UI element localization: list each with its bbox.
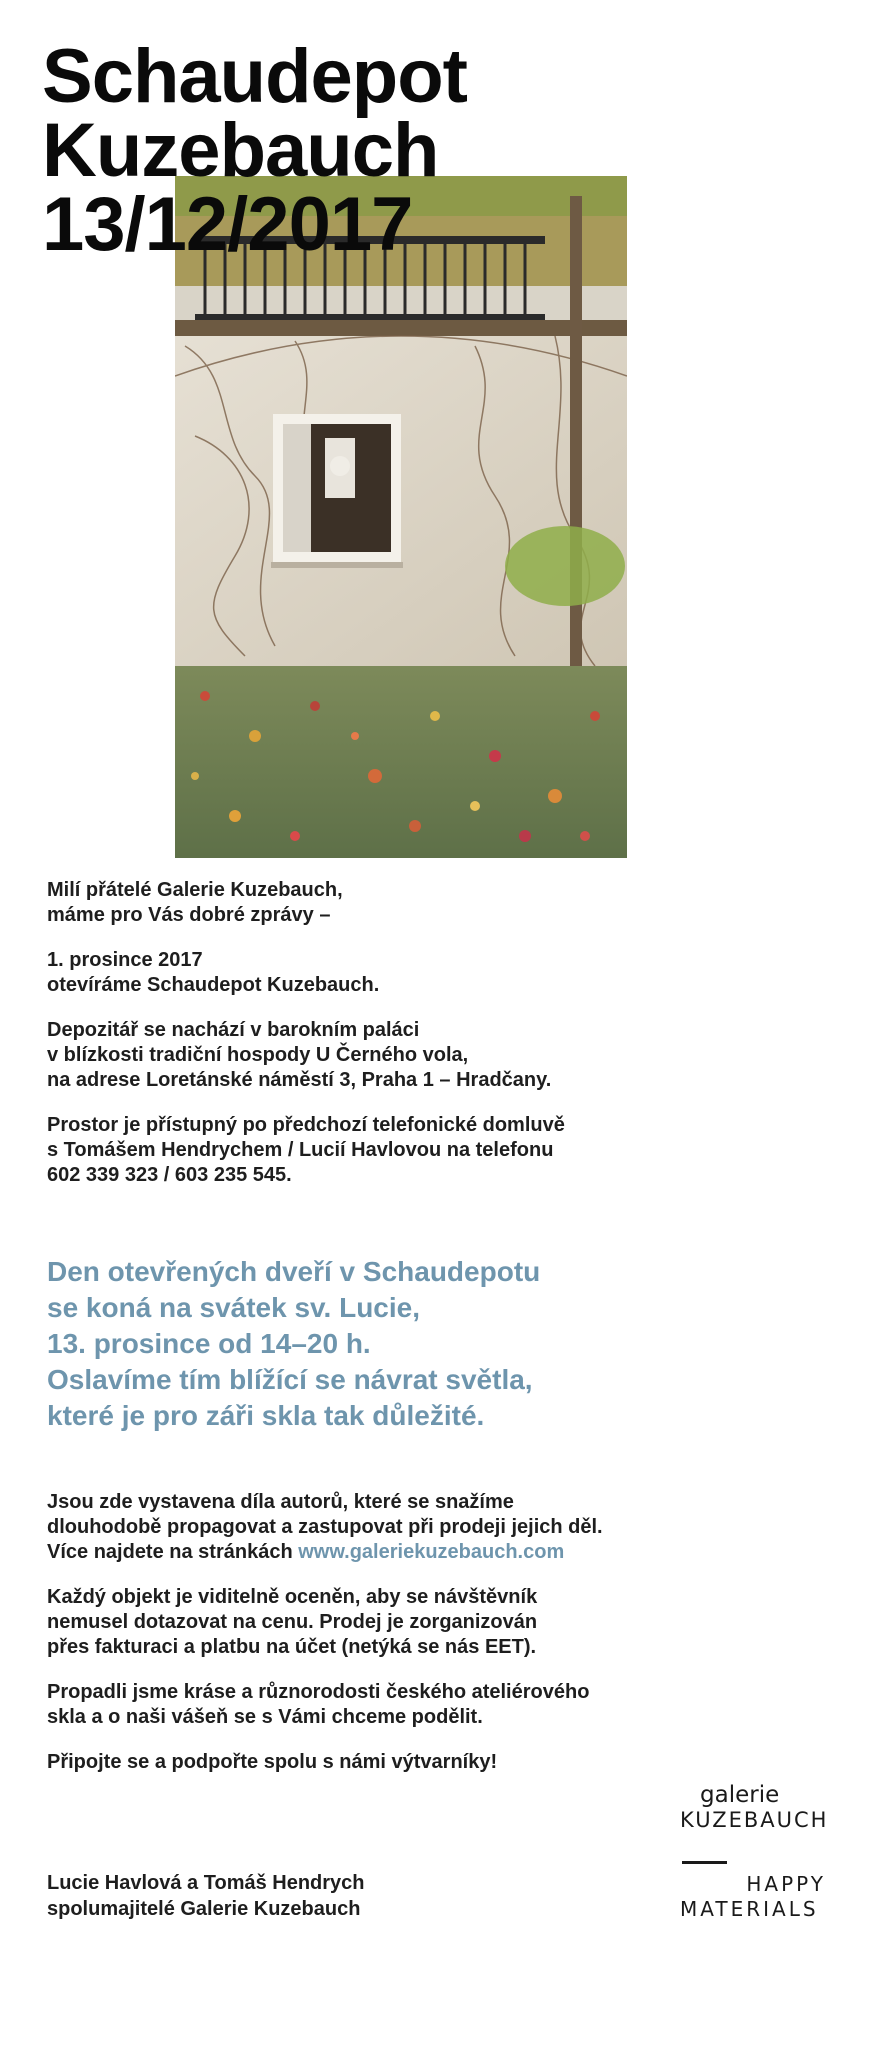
- greeting-paragraph: [47, 878, 747, 928]
- works-line-1: Jsou zde vystavena díla autorů, které se snažíme: [47, 1491, 514, 1513]
- opening-date-paragraph: [47, 948, 747, 998]
- title-line-1: Schaudepot: [42, 34, 467, 119]
- highlight-line-1: Den otevřených dveří v Schaudepotu: [47, 1256, 541, 1287]
- galerie-logo-line-1: galerie: [700, 1782, 780, 1808]
- greeting-line-2: máme pro Vás dobré zprávy –: [47, 904, 331, 926]
- courtyard-photo-illustration: [175, 176, 627, 858]
- location-line-2: v blízkosti tradiční hospody U Černého vola,: [47, 1044, 469, 1066]
- intro-section: [47, 878, 747, 1208]
- details-section: [47, 1490, 747, 1795]
- invite-line: Připojte se a podpořte spolu s námi výtvarníky!: [47, 1751, 498, 1773]
- pricing-paragraph: [47, 1585, 747, 1660]
- pricing-line-2: nemusel dotazovat na cenu. Prodej je zorganizován: [47, 1611, 538, 1633]
- opening-date-line-2: otevíráme Schaudepot Kuzebauch.: [47, 974, 380, 996]
- signature-block: [47, 1870, 365, 1922]
- opening-date-line-1: 1. prosince 2017: [47, 949, 203, 971]
- passion-paragraph: [47, 1680, 747, 1730]
- highlight-line-5: které je pro záři skla tak důležité.: [47, 1400, 485, 1431]
- works-line-3: [47, 1540, 747, 1565]
- title-line-3: 13/12/2017: [42, 182, 413, 267]
- open-day-highlight: [47, 1254, 540, 1434]
- highlight-line-4: Oslavíme tím blížící se návrat světla,: [47, 1364, 533, 1395]
- pricing-line-1: Každý objekt je viditelně oceněn, aby se návštěvník: [47, 1586, 538, 1608]
- location-line-3: na adrese Loretánské náměstí 3, Praha 1 – Hradčany.: [47, 1069, 552, 1091]
- happy-materials-logo: [680, 1872, 826, 1922]
- greeting-line-1: Milí přátelé Galerie Kuzebauch,: [47, 879, 343, 901]
- website-link[interactable]: www.galeriekuzebauch.com: [298, 1541, 565, 1563]
- location-paragraph: [47, 1018, 747, 1093]
- access-line-2: s Tomášem Hendrychem / Lucií Havlovou na telefonu: [47, 1139, 554, 1161]
- signature-role: spolumajitelé Galerie Kuzebauch: [47, 1898, 361, 1920]
- phone-numbers: 602 339 323 / 603 235 545.: [47, 1164, 292, 1186]
- works-paragraph: [47, 1490, 747, 1565]
- page-title: [42, 34, 467, 267]
- invite-paragraph: [47, 1750, 747, 1775]
- galerie-logo-line-2: KUZEBAUCH: [680, 1808, 829, 1832]
- pricing-line-3: přes fakturaci a platbu na účet (netýká se nás EET).: [47, 1636, 537, 1658]
- website-prefix: Více najdete na stránkách: [47, 1541, 299, 1563]
- title-line-2: Kuzebauch: [42, 108, 439, 193]
- passion-line-1: Propadli jsme kráse a různorodosti českého ateliérového: [47, 1681, 590, 1703]
- location-line-1: Depozitář se nachází v barokním paláci: [47, 1019, 420, 1041]
- signature-names: Lucie Havlová a Tomáš Hendrych: [47, 1872, 365, 1894]
- access-line-1: Prostor je přístupný po předchozí telefonické domluvě: [47, 1114, 565, 1136]
- highlight-line-2: se koná na svátek sv. Lucie,: [47, 1292, 421, 1323]
- access-paragraph: [47, 1113, 747, 1188]
- galerie-kuzebauch-logo: [680, 1783, 828, 1833]
- works-line-2: dlouhodobě propagovat a zastupovat při prodeji jejich děl.: [47, 1516, 603, 1538]
- happy-logo-line-2: MATERIALS: [680, 1897, 819, 1921]
- highlight-line-3: 13. prosince od 14–20 h.: [47, 1328, 371, 1359]
- courtyard-photo: [175, 176, 627, 858]
- passion-line-2: skla a o naši vášeň se s Vámi chceme podělit.: [47, 1706, 483, 1728]
- happy-logo-line-1: HAPPY: [746, 1872, 826, 1896]
- logo-divider: [682, 1861, 727, 1864]
